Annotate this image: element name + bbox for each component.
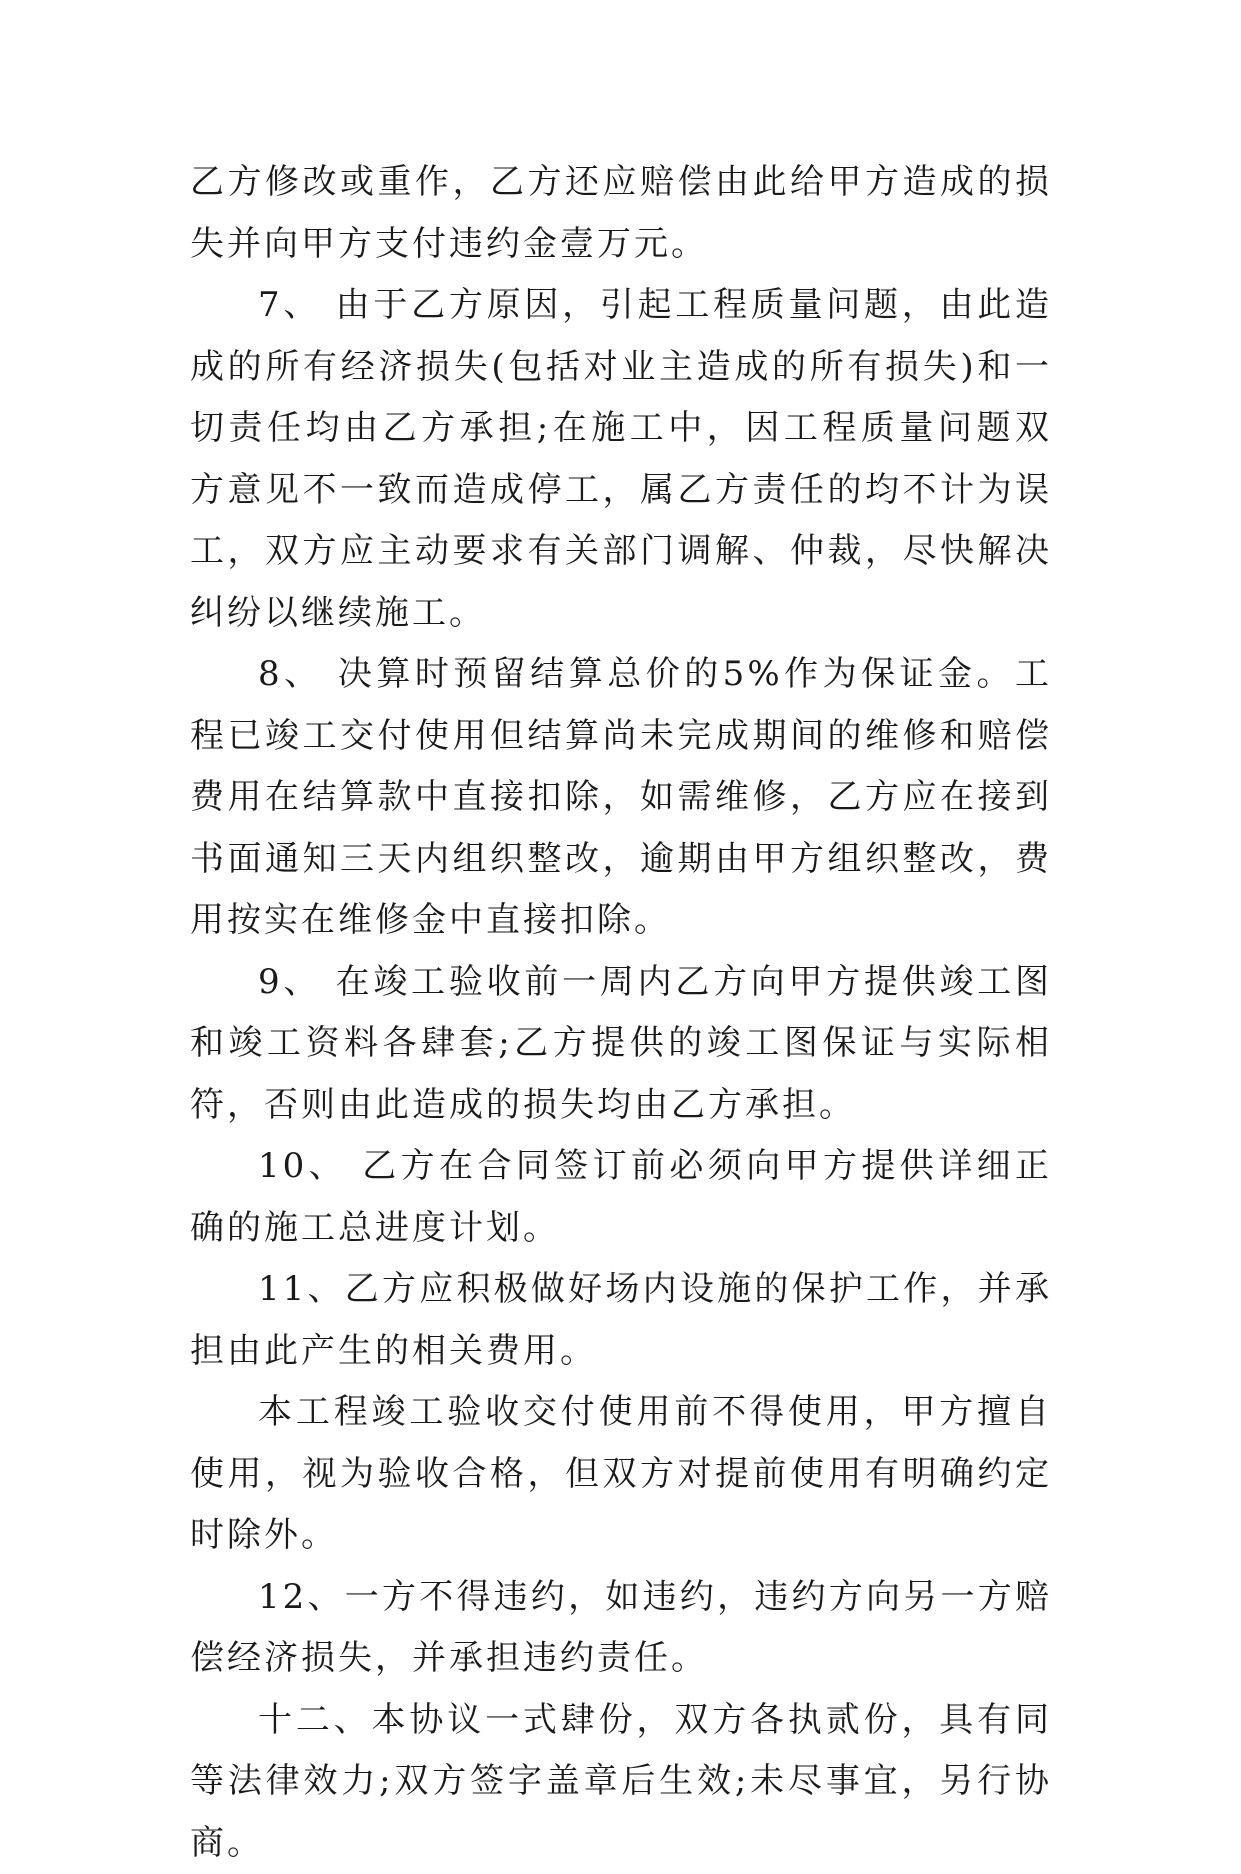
clause-9: 9、 在竣工验收前一周内乙方向甲方提供竣工图和竣工资料各肆套;乙方提供的竣工图保证与实际相符，否则由此造成的损失均由乙方承担。 xyxy=(190,952,1052,1137)
clause-11-note: 本工程竣工验收交付使用前不得使用，甲方擅自使用，视为验收合格，但双方对提前使用有明确约定时除外。 xyxy=(190,1382,1052,1567)
clause-11: 11、乙方应积极做好场内设施的保护工作，并承担由此产生的相关费用。 xyxy=(190,1259,1052,1382)
clause-10: 10、 乙方在合同签订前必须向甲方提供详细正确的施工总进度计划。 xyxy=(190,1136,1052,1259)
clause-8: 8、 决算时预留结算总价的5%作为保证金。工程已竣工交付使用但结算尚未完成期间的维修和赔偿费用在结算款中直接扣除，如需维修，乙方应在接到书面通知三天内组织整改，逾期由甲方组织整改，费用按实在维修金中直接扣除。 xyxy=(190,644,1052,952)
contract-body xyxy=(190,152,1052,1874)
paragraph-continuation: 乙方修改或重作，乙方还应赔偿由此给甲方造成的损失并向甲方支付违约金壹万元。 xyxy=(190,152,1052,275)
article-twelve: 十二、本协议一式肆份，双方各执贰份，具有同等法律效力;双方签字盖章后生效;未尽事宜，另行协商。 xyxy=(190,1690,1052,1874)
clause-7: 7、 由于乙方原因，引起工程质量问题，由此造成的所有经济损失(包括对业主造成的所有损失)和一切责任均由乙方承担;在施工中，因工程质量问题双方意见不一致而造成停工，属乙方责任的均不计为误工，双方应主动要求有关部门调解、仲裁，尽快解决纠纷以继续施工。 xyxy=(190,275,1052,644)
clause-12: 12、一方不得违约，如违约，违约方向另一方赔偿经济损失，并承担违约责任。 xyxy=(190,1567,1052,1690)
